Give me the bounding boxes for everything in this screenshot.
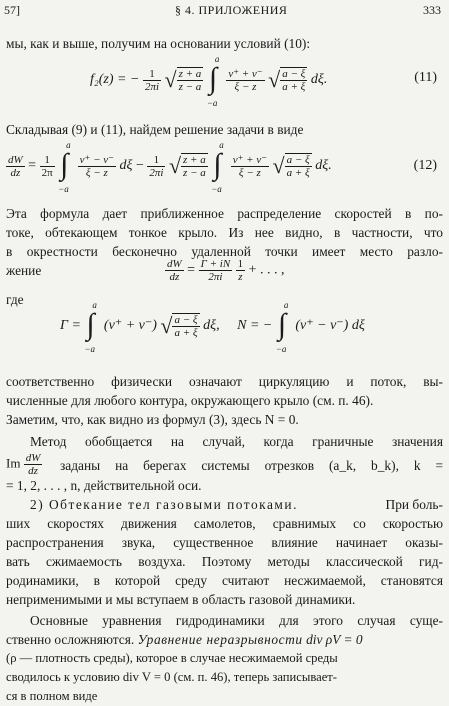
eq11-frac: $\frac{1}{2\pi i}$ [144, 67, 160, 93]
text-line: в окрестности бесконечно удаленной точки имеет место разло- [6, 244, 443, 259]
page-number: 333 [423, 3, 441, 17]
im-fraction: Im $\frac{dW}{dz}$ [6, 452, 41, 477]
text-line: ся в полном виде [6, 689, 98, 703]
text-line: вать сжимаемость воздуха. Поэтому методы классической гид- [6, 554, 443, 569]
text-line: численные для любого контура, окружающего крыло (см. п. 46). [6, 393, 374, 408]
text-line: мы, как и выше, получим на основании условий (10): [6, 36, 311, 51]
text-line: При боль- [385, 497, 443, 512]
text-line: заданы на берегах системы отрезков (a_k, b_k), k = [60, 458, 443, 473]
text-line: Эта формула дает приближенное распределение скоростей в по- [6, 206, 443, 221]
eq11-integrand: $\frac{v^+ + v^-}{\xi - z}$ [228, 67, 263, 93]
section-heading: 2) Обтекание тел газовыми потоками. [30, 497, 298, 512]
eq12-lhs: $\frac{dW}{dz}$ [8, 153, 23, 179]
eq11-lhs: f₂(z) = − [90, 72, 140, 88]
text-line: распространения звука, существенное влияние начинает оказы- [6, 535, 443, 550]
text-line: Складывая (9) и (11), найдем решение задачи в виде [6, 122, 304, 137]
text-line: ших скоростях движения самолетов, сравнимых со скоростью [6, 516, 443, 531]
text-line: неприменимыми и мы вступаем в область газовой динамики. [6, 592, 356, 607]
header-left-bracket: 57] [4, 3, 20, 17]
expansion-equation: $\frac{dW}{dz}$ = $\frac{\Gamma + iN}{2\pi i}$ $\frac{1}{z}$ + . . . , [167, 258, 285, 283]
text-line: (ρ — плотность среды), которое в случае несжимаемой среды [6, 651, 338, 665]
equation-11-label: (11) [414, 70, 437, 85]
equation-11: f₂(z) = − $\frac{1}{2\pi i}$ √ $\frac{z + a}{z - a}$ ∫ a −a $\frac{v^+ + v^-}{\xi - z}$ √ $\frac{a - \xi}{a + \xi}$ dξ. [90, 54, 328, 108]
text-line: Метод обобщается на случай, когда граничные значения [30, 434, 443, 449]
equation-12-label: (12) [413, 158, 437, 173]
text-line: ственно осложняются. Уравнение неразрывности div ρV = 0 [6, 632, 363, 647]
equation-12: $\frac{dW}{dz}$ = $\frac{1}{2\pi}$ ∫ a −a $\frac{v^+ - v^-}{\xi - z}$ dξ − $\frac{1}{2\pi i}$ √ $\frac{z + a}{z - a}$ ∫ a −a $\frac{v^+ + v^-}{\xi - z}$ √ $\frac{a - \xi}{a + \xi}$ dξ. [8, 140, 332, 194]
text-line: Заметим, что, как видно из формул (3), здесь N = 0. [6, 412, 299, 427]
eq11-sqrt2: √ $\frac{a - \xi}{a + \xi}$ [268, 67, 306, 93]
text-line: токе, обтекающем тонкое крыло. Из нее видно, в частности, что [6, 225, 443, 240]
eq11-sqrt: √ $\frac{z + a}{z - a}$ [164, 67, 202, 93]
text-line: = 1, 2, . . . , n, действительной оси. [6, 478, 202, 493]
text-line: жение [6, 263, 42, 278]
section-header: § 4. ПРИЛОЖЕНИЯ [175, 3, 288, 17]
gamma-n-equation: Γ = ∫ a −a (v⁺ + v⁻) √ $\frac{a - \xi}{a + \xi}$ dξ, N = − ∫ a −a (v⁺ − v⁻) dξ [60, 300, 365, 354]
text-line: Основные уравнения гидродинамики для этого случая суще- [30, 613, 443, 628]
eq11-integral: ∫ a −a [206, 54, 220, 108]
text-line: сводилось к условию div V = 0 (см. п. 46), теперь записывает- [6, 670, 337, 684]
text-line: соответственно физически означают циркуляцию и поток, вы- [6, 374, 443, 389]
text-line: родинамики, в которой среду считают несжимаемой, становятся [6, 573, 443, 588]
text-line: где [6, 292, 24, 307]
